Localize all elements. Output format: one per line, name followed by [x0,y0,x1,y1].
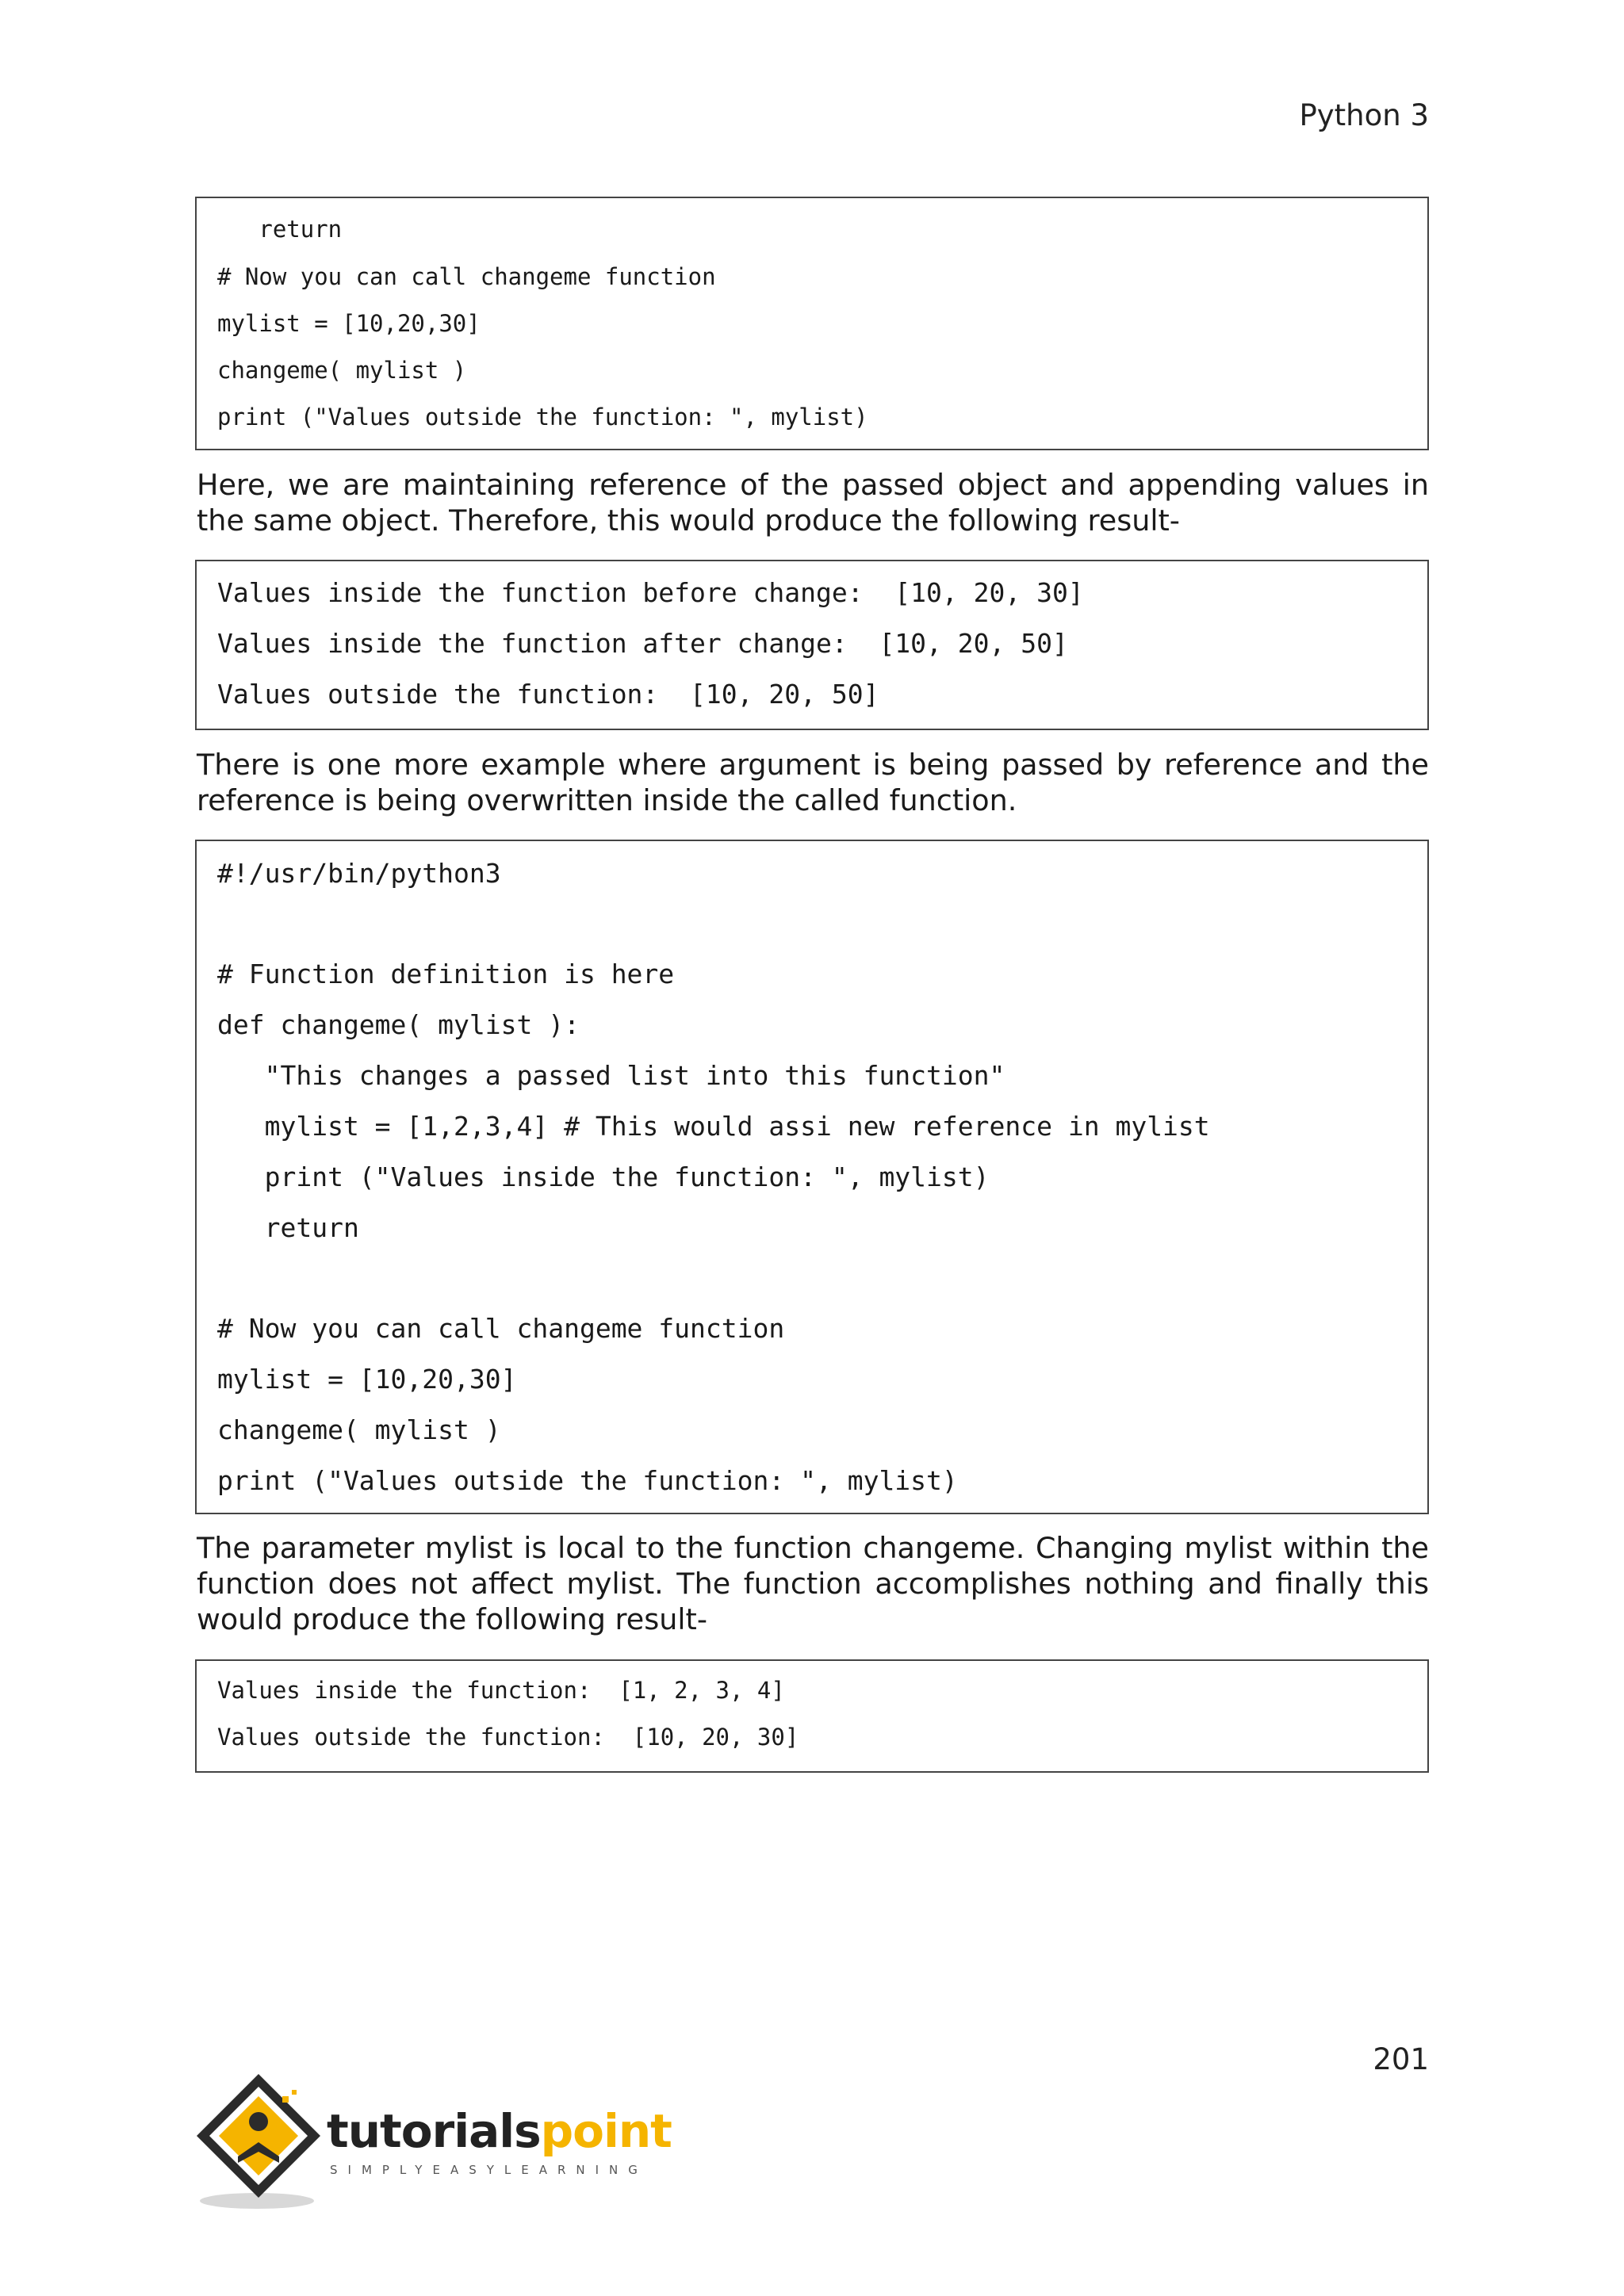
code-block-2 [195,840,1429,1514]
code-line: def changeme( mylist ): [217,1009,580,1040]
output-block-1 [195,560,1429,730]
code-line: # Function definition is here [217,959,675,989]
logo-wordmark [327,2104,672,2158]
output-line: Values outside the function: [10, 20, 30] [217,1724,799,1751]
code-line: return [217,216,343,243]
output-line: Values inside the function: [1, 2, 3, 4] [217,1677,785,1704]
output-line: Values inside the function before change: [10, 20, 30] [217,577,1084,608]
output-block-2 [195,1659,1429,1773]
logo-text-accent: point [540,2104,672,2158]
page-number: 201 [1373,2042,1429,2076]
code-line: mylist = [1,2,3,4] # This would assi new reference in mylist [217,1111,1210,1142]
code-line: # Now you can call changeme function [217,263,716,290]
logo-text-dark: tutorials [327,2104,541,2158]
code-line: print ("Values inside the function: ", mylist) [217,1161,990,1192]
tutorialspoint-logo-icon [193,2069,336,2212]
code-line: mylist = [10,20,30] [217,310,481,337]
paragraph-1: Here, we are maintaining reference of the passed object and appending values in the same object. Therefore, this would produce the following result- [197,468,1429,538]
code-line: return [217,1212,359,1243]
logo-tagline: SIMPLYEASYLEARNING [330,2163,648,2177]
output-line: Values outside the function: [10, 20, 50] [217,679,879,710]
paragraph-2: There is one more example where argument is being passed by reference and the reference is being overwritten inside the called function. [197,748,1429,817]
code-line: changeme( mylist ) [217,1414,501,1445]
code-line: # Now you can call changeme function [217,1313,785,1344]
code-block-1 [195,197,1429,450]
paragraph-3: The parameter mylist is local to the function changeme. Changing mylist within the function does not affect mylist. The function accomplishes nothing and finally this would produce the following result- [197,1531,1429,1636]
tutorialspoint-logo [193,2069,672,2212]
page-header-title: Python 3 [1299,98,1429,132]
code-line: mylist = [10,20,30] [217,1364,517,1395]
output-line: Values inside the function after change: [10, 20, 50] [217,628,1068,659]
code-line: "This changes a passed list into this function" [217,1060,1005,1091]
code-line: print ("Values outside the function: ", mylist) [217,1465,958,1496]
code-line: print ("Values outside the function: ", mylist) [217,404,868,430]
code-line: changeme( mylist ) [217,357,467,384]
code-line: #!/usr/bin/python3 [217,858,501,889]
